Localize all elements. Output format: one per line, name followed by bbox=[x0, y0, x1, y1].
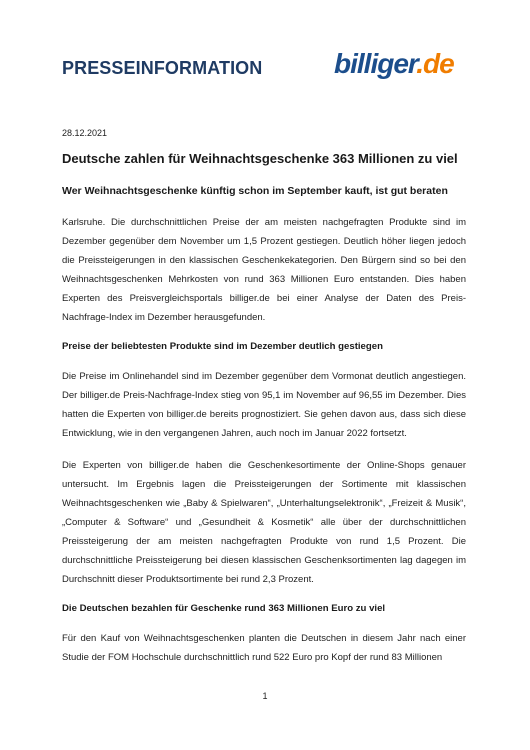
paragraph-index: Die Preise im Onlinehandel sind im Dezember gegenüber dem Vormonat deutlich angestiegen. Der billiger.de Preis-Nachfrage-Index stieg von 95,1 im November auf 96,55 im Dezember. Dies hatten die Experten von billiger.de bereits prognostiziert. Sie gehen davon aus, dass sich diese Entwicklung, wie in den vergangenen Jahren, auch noch im Januar 2022 fortsetzt. bbox=[62, 371, 466, 439]
paragraph-study: Für den Kauf von Weihnachtsgeschenken planten die Deutschen in diesem Jahr nach einer Studie der FOM Hochschule durchschnittlich rund 522 Euro pro Kopf der rund 83 Millionen bbox=[62, 633, 466, 663]
billiger-logo[interactable] bbox=[334, 50, 454, 78]
section-heading-costs: Die Deutschen bezahlen für Geschenke rund 363 Millionen Euro zu viel bbox=[62, 603, 386, 614]
section-heading-prices: Preise der beliebtesten Produkte sind im Dezember deutlich gestiegen bbox=[62, 341, 383, 352]
page-number: 1 bbox=[262, 691, 268, 701]
subheadline: Wer Weihnachtsgeschenke künftig schon im September kauft, ist gut beraten bbox=[62, 185, 448, 197]
headline: Deutsche zahlen für Weihnachtsgeschenke 363 Millionen zu viel bbox=[62, 151, 458, 166]
paragraph-intro: Karlsruhe. Die durchschnittlichen Preise der am meisten nachgefragten Produkte sind im Dezember gegenüber dem November um 1,5 Prozent gestiegen. Deutlich höher liegen jedoch die Preissteigerungen in den klassischen Geschenkekategorien. Den Bürgern sind so bei den Weihnachtsgeschenken Mehrkosten von rund 363 Millionen Euro entstanden. Dies haben Experten des Preisvergleichsportals billiger.de bei einer Analyse der Daten des Preis-Nachfrage-Index im Dezember herausgefunden. bbox=[62, 217, 466, 323]
logo-text-tld: .de bbox=[416, 48, 454, 79]
document-body bbox=[62, 150, 466, 680]
logo-text-brand: billiger bbox=[334, 48, 417, 79]
paragraph-assortments: Die Experten von billiger.de haben die Geschenkesortimente der Online-Shops genauer untersucht. Im Ergebnis lagen die Preissteigerungen der Sortimente mit klassischen Weihnachtsgeschenken wie „Baby & Spielwaren“, „Unterhaltungselektronik“, „Freizeit & Musik“, „Computer & Software“ und „Gesundheit & Kosmetik“ alle über der durchschnittlichen Preissteigerung der am meisten nachgefragten Produkte von rund 1,5 Prozent. Die durchschnittliche Preissteigerung bei diesen klassischen Geschenksortimenten lag dagegen im Durchschnitt dieser Produktsortimente bei rund 2,3 Prozent. bbox=[62, 460, 466, 585]
press-date: 28.12.2021 bbox=[62, 128, 108, 138]
page-header-title: PRESSEINFORMATION bbox=[62, 58, 263, 78]
